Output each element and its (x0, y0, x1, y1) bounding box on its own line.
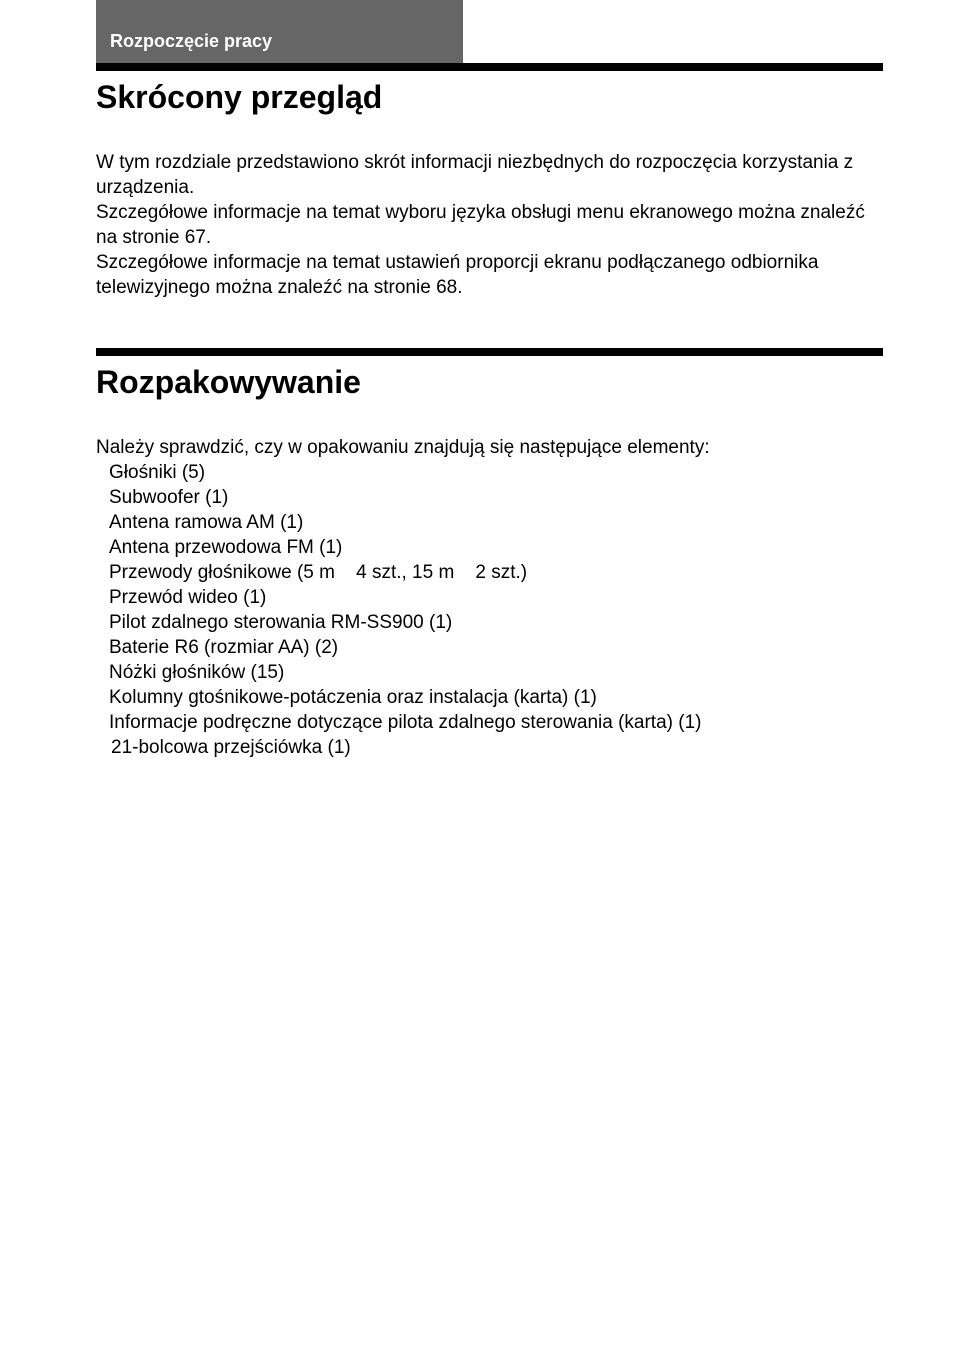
section-tab (96, 0, 463, 63)
unpacking-intro: Należy sprawdzić, czy w opakowaniu znajdują się następujące elementy: (96, 437, 710, 458)
overview-paragraph: W tym rozdziale przedstawiono skrót informacji niezbędnych do rozpoczęcia korzystania z urządzenia. (96, 152, 854, 198)
overview-title: Skrócony przegląd (96, 79, 383, 115)
list-item: 21-bolcowa przejściówka (1) (111, 737, 351, 758)
section-tab-label: Rozpoczęcie pracy (110, 31, 273, 51)
list-item: Antena przewodowa FM (1) (109, 537, 343, 558)
overview-text (96, 150, 871, 300)
list-item: Antena ramowa AM (1) (109, 512, 304, 533)
overview-paragraph: Szczegółowe informacje na temat wyboru języka obsługi menu ekranowego można znaleźć na stronie 67. (96, 202, 865, 248)
unpacking-title: Rozpakowywanie (96, 364, 361, 400)
list-item: Subwoofer (1) (109, 487, 229, 508)
list-item: Przewód wideo (1) (109, 587, 267, 608)
heading-rule-overview (96, 63, 883, 71)
heading-rule-unpacking (96, 348, 883, 356)
unpacking-content (96, 435, 871, 760)
overview-paragraph: Szczegółowe informacje na temat ustawień proporcji ekranu podłączanego odbiornika telewizyjnego można znaleźć na stronie 68. (96, 252, 819, 298)
list-item: Kolumny gtośnikowe-potáczenia oraz instalacja (karta) (1) (109, 687, 597, 708)
list-item: Przewody głośnikowe (5 m 4 szt., 15 m 2 szt.) (109, 562, 528, 583)
list-item: Baterie R6 (rozmiar AA) (2) (109, 637, 339, 658)
list-item: Głośniki (5) (109, 462, 206, 483)
list-item: Pilot zdalnego sterowania RM-SS900 (1) (109, 612, 453, 633)
list-item: Nóżki głośników (15) (109, 662, 285, 683)
list-item: Informacje podręczne dotyczące pilota zdalnego sterowania (karta) (1) (109, 712, 702, 733)
package-contents-list (96, 460, 871, 760)
